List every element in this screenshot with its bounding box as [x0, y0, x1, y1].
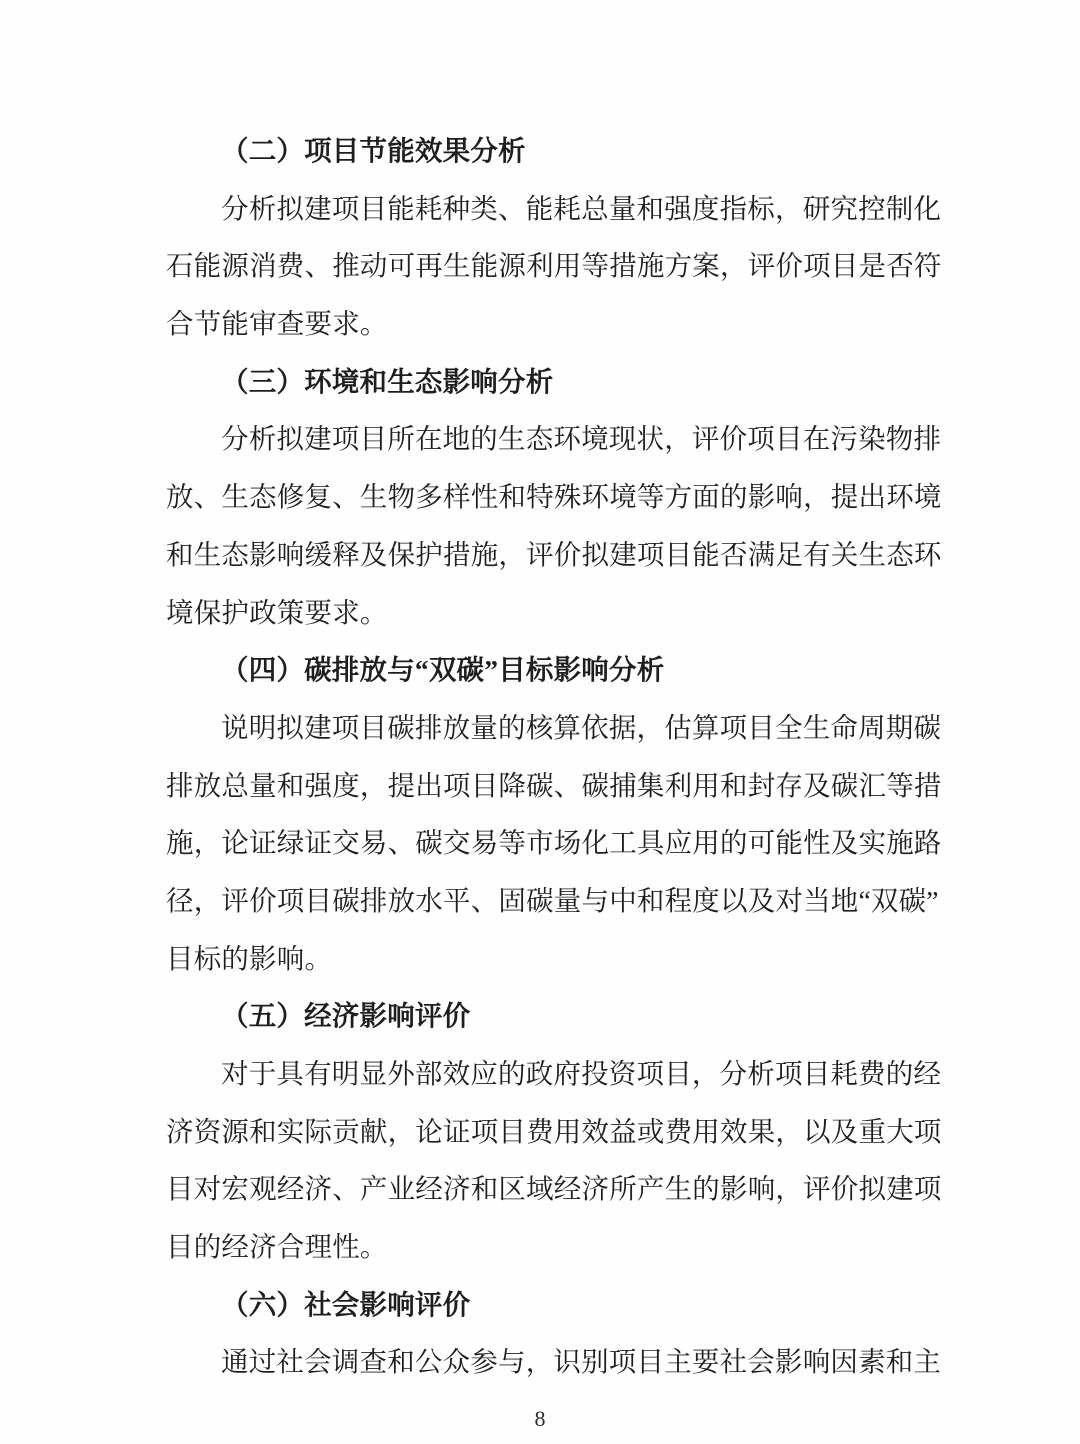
- section-heading-6: （六）社会影响评价: [221, 1288, 471, 1320]
- paragraph-line: 径，评价项目碳排放水平、固碳量与中和程度以及对当地“双碳”: [166, 884, 939, 916]
- section-heading-4: （四）碳排放与“双碳”目标影响分析: [221, 654, 665, 686]
- paragraph-line: 排放总量和强度，提出项目降碳、碳捕集利用和封存及碳汇等措: [166, 769, 942, 801]
- document-content: [166, 122, 941, 1391]
- paragraph-line: 目对宏观经济、产业经济和区域经济所产生的影响，评价拟建项: [166, 1173, 942, 1205]
- paragraph-line: 合节能审查要求。: [166, 308, 388, 340]
- paragraph-line: 放、生态修复、生物多样性和特殊环境等方面的影响，提出环境: [166, 481, 942, 513]
- paragraph-line: 对于具有明显外部效应的政府投资项目，分析项目耗费的经: [221, 1058, 942, 1089]
- paragraph-line: 施，论证绿证交易、碳交易等市场化工具应用的可能性及实施路: [166, 827, 942, 859]
- section-heading-2: （二）项目节能效果分析: [221, 135, 526, 166]
- paragraph-line: 济资源和实际贡献，论证项目费用效益或费用效果，以及重大项: [166, 1115, 942, 1147]
- page-number: 8: [534, 1406, 546, 1431]
- paragraph-line: 目标的影响。: [166, 942, 333, 974]
- paragraph-line: 通过社会调查和公众参与，识别项目主要社会影响因素和主: [221, 1346, 942, 1378]
- paragraph-line: 目的经济合理性。: [166, 1231, 388, 1263]
- paragraph-line: 分析拟建项目能耗种类、能耗总量和强度指标，研究控制化: [221, 192, 942, 224]
- section-heading-3: （三）环境和生态影响分析: [221, 365, 554, 397]
- paragraph-line: 说明拟建项目碳排放量的核算依据，估算项目全生命周期碳: [221, 711, 942, 743]
- paragraph-line: 分析拟建项目所在地的生态环境现状，评价项目在污染物排: [221, 423, 942, 455]
- paragraph-line: 和生态影响缓释及保护措施，评价拟建项目能否满足有关生态环: [166, 538, 942, 570]
- paragraph-line: 境保护政策要求。: [166, 596, 388, 628]
- page-footer: [0, 1404, 1080, 1434]
- section-heading-5: （五）经济影响评价: [221, 1000, 471, 1032]
- paragraph-line: 石能源消费、推动可再生能源利用等措施方案，评价项目是否符: [166, 250, 942, 282]
